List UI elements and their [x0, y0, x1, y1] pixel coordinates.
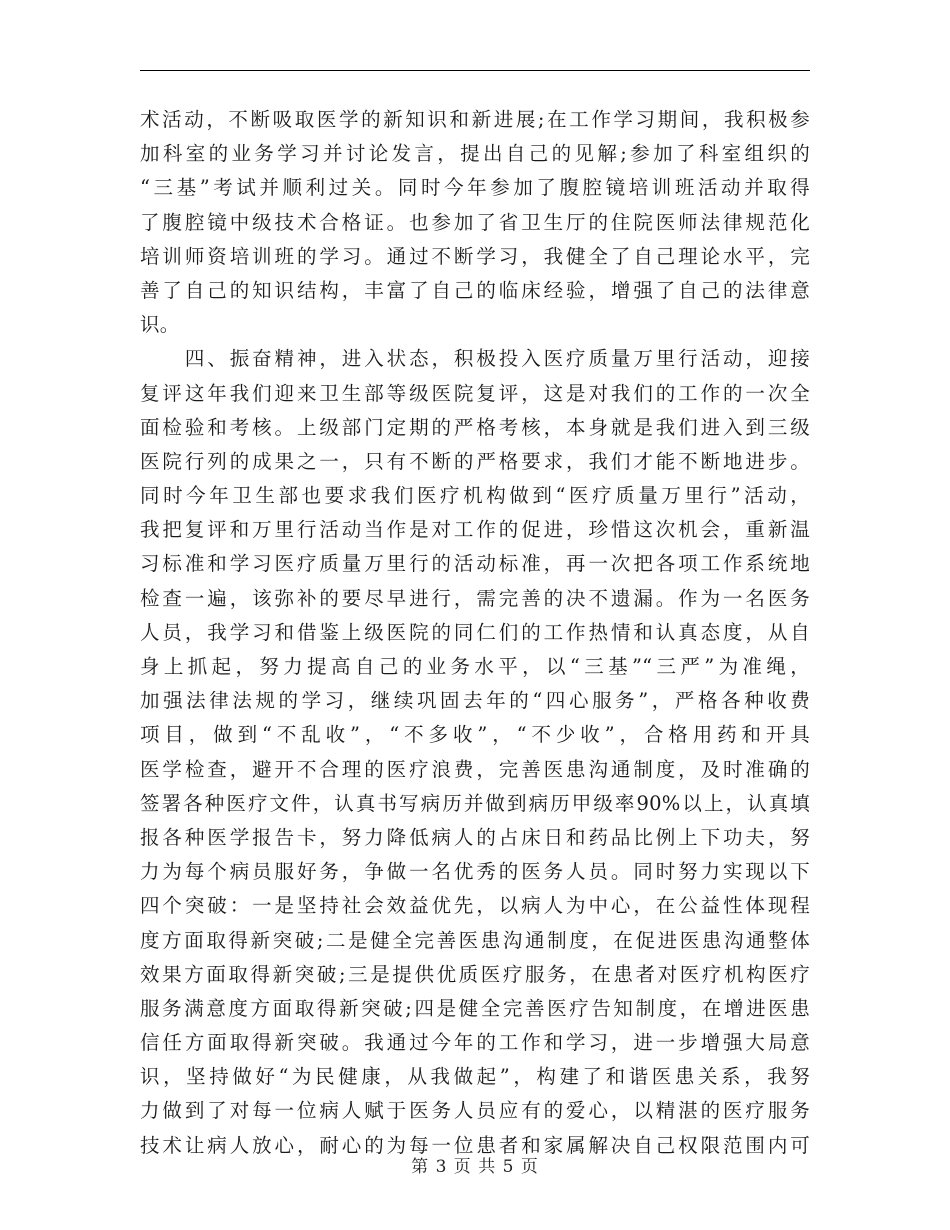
text-line: 识。	[140, 313, 180, 337]
text-line: 加强法律法规的学习，继续巩固去年的“四心服务”，严格各种收费	[140, 689, 810, 713]
text-line: 效果方面取得新突破;三是提供优质医疗服务，在患者对医疗机构医疗	[140, 962, 810, 986]
text-line: 人员，我学习和借鉴上级医院的同仁们的工作热情和认真态度，从自	[140, 620, 810, 644]
text-line: 信任方面取得新突破。我通过今年的工作和学习，进一步增强大局意	[140, 1031, 810, 1055]
header-rule	[140, 70, 810, 71]
text-line: 度方面取得新突破;二是健全完善医患沟通制度，在促进医患沟通整体	[140, 928, 810, 952]
page-number-footer: 第 3 页 共 5 页	[411, 1157, 539, 1177]
text-line: 面检验和考核。上级部门定期的严格考核，本身就是我们进入到三级	[140, 415, 810, 439]
text-line: 签署各种医疗文件，认真书写病历并做到病历甲级率90%以上，认真填	[140, 791, 810, 815]
text-line: 技术让病人放心，耐心的为每一位患者和家属解决自己权限范围内可	[140, 1133, 810, 1157]
text-line: 报各种医学报告卡，努力降低病人的占床日和药品比例上下功夫，努	[140, 825, 810, 849]
text-line: 力为每个病员服好务，争做一名优秀的医务人员。同时努力实现以下	[140, 860, 810, 884]
text-line: “三基”考试并顺利过关。同时今年参加了腹腔镜培训班活动并取得	[140, 176, 810, 200]
text-line: 加科室的业务学习并讨论发言，提出自己的见解;参加了科室组织的	[140, 142, 810, 166]
text-line: 培训师资培训班的学习。通过不断学习，我健全了自己理论水平，完	[140, 244, 810, 268]
text-line: 习标准和学习医疗质量万里行的活动标准，再一次把各项工作系统地	[140, 552, 810, 576]
text-line: 同时今年卫生部也要求我们医疗机构做到“医疗质量万里行”活动，	[140, 484, 810, 508]
text-line: 四、振奋精神，进入状态，积极投入医疗质量万里行活动，迎接	[140, 347, 810, 371]
text-line: 项目，做到“不乱收”，“不多收”，“不少收”，合格用药和开具	[140, 723, 810, 747]
text-line: 复评这年我们迎来卫生部等级医院复评，这是对我们的工作的一次全	[140, 381, 810, 405]
text-line: 术活动，不断吸取医学的新知识和新进展;在工作学习期间，我积极参	[140, 108, 810, 131]
text-line: 医学检查，避开不合理的医疗浪费，完善医患沟通制度，及时准确的	[140, 757, 810, 781]
text-line: 检查一遍，该弥补的要尽早进行，需完善的决不遗漏。作为一名医务	[140, 586, 810, 610]
text-line: 我把复评和万里行活动当作是对工作的促进，珍惜这次机会，重新温	[140, 518, 810, 542]
text-line: 力做到了对每一位病人赋于医务人员应有的爱心，以精湛的医疗服务	[140, 1099, 810, 1123]
text-line: 医院行列的成果之一，只有不断的严格要求，我们才能不断地进步。	[140, 449, 810, 473]
text-line: 身上抓起，努力提高自己的业务水平，以“三基”“三严”为准绳，	[140, 655, 810, 678]
text-line: 善了自己的知识结构，丰富了自己的临床经验，增强了自己的法律意	[140, 278, 810, 302]
text-line: 服务满意度方面取得新突破;四是健全完善医疗告知制度，在增进医患	[140, 996, 810, 1020]
text-line: 了腹腔镜中级技术合格证。也参加了省卫生厅的住院医师法律规范化	[140, 210, 810, 234]
text-line: 识，坚持做好“为民健康，从我做起”，构建了和谐医患关系，我努	[140, 1065, 810, 1089]
body-text	[140, 103, 810, 1163]
text-line: 四个突破：一是坚持社会效益优先，以病人为中心，在公益性体现程	[140, 894, 810, 918]
